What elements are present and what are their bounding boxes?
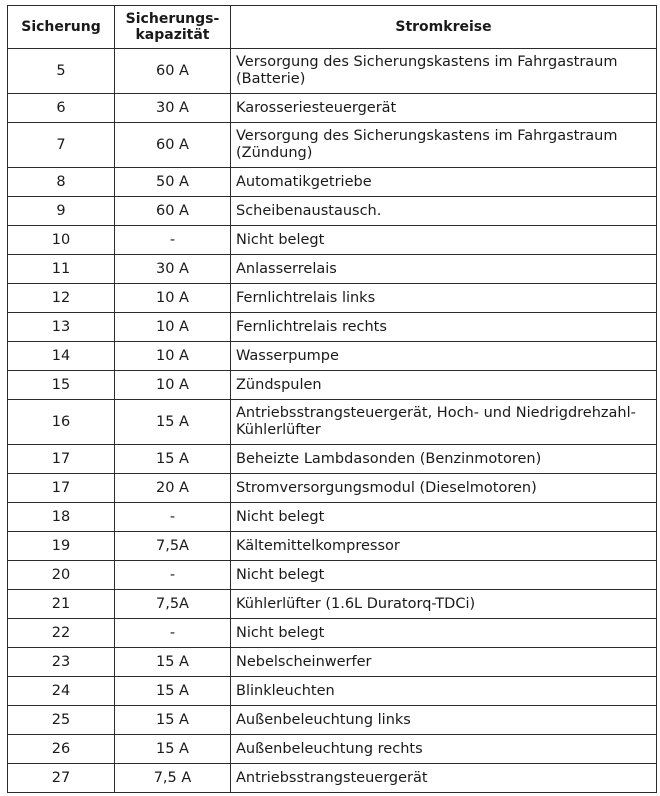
circuit-description-cell [231,648,657,677]
table-row [8,49,657,94]
circuit-description-cell [231,474,657,503]
fuse-capacity-cell: 30 A [115,255,231,284]
fuse-capacity-cell: - [115,561,231,590]
fuse-number-cell: 6 [8,94,115,123]
fuse-capacity-cell: 30 A [115,94,231,123]
circuit-description-line1: Nicht belegt [236,566,325,583]
fuse-capacity-cell: 15 A [115,677,231,706]
fuse-number-cell: 24 [8,677,115,706]
circuit-description-cell [231,123,657,168]
circuit-description-line1: Nicht belegt [236,624,325,641]
table-row [8,503,657,532]
circuit-description-line1: Fernlichtrelais links [236,289,376,306]
table-row [8,342,657,371]
table-row [8,561,657,590]
table-header-row [8,6,657,49]
fuse-number-cell: 11 [8,255,115,284]
circuit-description-line1: Zündspulen [236,376,322,393]
circuit-description-cell [231,619,657,648]
circuit-description-line1: Stromversorgungsmodul (Dieselmotoren) [236,479,537,496]
circuit-description-line1: Scheibenaustausch. [236,202,382,219]
circuit-description-line1: Anlasserrelais [236,260,337,277]
circuit-description-line1: Fernlichtrelais rechts [236,318,387,335]
table-row [8,619,657,648]
fuse-number-cell: 12 [8,284,115,313]
table-row [8,255,657,284]
fuse-number-cell: 16 [8,400,115,445]
fuse-capacity-cell: 10 A [115,371,231,400]
fuse-capacity-cell: 60 A [115,49,231,94]
fuse-capacity-cell: 10 A [115,342,231,371]
fuse-capacity-cell: 15 A [115,400,231,445]
circuit-description-cell [231,400,657,445]
circuit-description-line1: Karosseriesteuergerät [236,99,397,116]
circuit-description-line1: Nebelscheinwerfer [236,653,372,670]
fuse-number-cell: 25 [8,706,115,735]
circuit-description-cell [231,197,657,226]
circuit-description-cell [231,226,657,255]
table-row [8,284,657,313]
circuit-description-cell [231,735,657,764]
header-circuits: Stromkreise [231,6,657,49]
circuit-description-line1: Blinkleuchten [236,682,335,699]
circuit-description-line2: Kühlerlüfter [236,422,321,438]
fuse-capacity-cell: - [115,503,231,532]
circuit-description-line1: Versorgung des Sicherungskastens im Fahrgastraum [236,128,618,144]
fuse-capacity-cell: 10 A [115,284,231,313]
fuse-capacity-cell: 60 A [115,197,231,226]
table-row [8,764,657,793]
circuit-description-line1: Außenbeleuchtung rechts [236,740,423,757]
fuse-capacity-cell: 15 A [115,735,231,764]
fuse-capacity-cell: 50 A [115,168,231,197]
table-row [8,706,657,735]
fuse-number-cell: 13 [8,313,115,342]
circuit-description-line1: Antriebsstrangsteuergerät, Hoch- und Niedrigdrehzahl- [236,405,636,421]
circuit-description-line1: Wasserpumpe [236,347,339,364]
fuse-number-cell: 21 [8,590,115,619]
header-capacity-line2: kapazität [135,27,210,43]
fuse-number-cell: 10 [8,226,115,255]
circuit-description-cell [231,371,657,400]
fuse-table [7,5,657,793]
circuit-description-line2: (Batterie) [236,71,306,87]
fuse-capacity-cell: 15 A [115,648,231,677]
table-row [8,590,657,619]
table-row [8,445,657,474]
fuse-capacity-cell: - [115,619,231,648]
table-row [8,677,657,706]
fuse-capacity-cell: - [115,226,231,255]
fuse-number-cell: 27 [8,764,115,793]
circuit-description-cell [231,590,657,619]
fuse-number-cell: 19 [8,532,115,561]
fuse-number-cell: 20 [8,561,115,590]
circuit-description-line1: Antriebsstrangsteuergerät [236,769,428,786]
fuse-number-cell: 23 [8,648,115,677]
table-row [8,735,657,764]
circuit-description-line1: Beheizte Lambdasonden (Benzinmotoren) [236,450,542,467]
fuse-capacity-cell: 10 A [115,313,231,342]
circuit-description-cell [231,342,657,371]
table-row [8,371,657,400]
fuse-number-cell: 22 [8,619,115,648]
table-row [8,400,657,445]
circuit-description-cell [231,94,657,123]
circuit-description-cell [231,445,657,474]
circuit-description-cell [231,284,657,313]
circuit-description-cell [231,313,657,342]
circuit-description-line1: Nicht belegt [236,508,325,525]
table-row [8,123,657,168]
table-row [8,226,657,255]
fuse-capacity-cell: 7,5A [115,590,231,619]
table-row [8,197,657,226]
fuse-capacity-cell: 15 A [115,445,231,474]
circuit-description-cell [231,503,657,532]
circuit-description-line1: Nicht belegt [236,231,325,248]
circuit-description-cell [231,561,657,590]
fuse-capacity-cell: 60 A [115,123,231,168]
circuit-description-line1: Kühlerlüfter (1.6L Duratorq-TDCi) [236,595,476,612]
table-row [8,313,657,342]
table-body [8,49,657,793]
fuse-number-cell: 14 [8,342,115,371]
fuse-number-cell: 17 [8,474,115,503]
circuit-description-cell [231,255,657,284]
table-row [8,94,657,123]
circuit-description-line1: Automatikgetriebe [236,173,372,190]
table-row [8,474,657,503]
circuit-description-cell [231,764,657,793]
header-capacity [115,6,231,49]
fuse-number-cell: 8 [8,168,115,197]
fuse-capacity-cell: 15 A [115,706,231,735]
fuse-number-cell: 9 [8,197,115,226]
fuse-number-cell: 17 [8,445,115,474]
table-row [8,168,657,197]
circuit-description-cell [231,168,657,197]
fuse-capacity-cell: 7,5A [115,532,231,561]
table-row [8,532,657,561]
fuse-capacity-cell: 7,5 A [115,764,231,793]
circuit-description-cell [231,532,657,561]
fuse-number-cell: 5 [8,49,115,94]
circuit-description-cell [231,706,657,735]
header-capacity-line1: Sicherungs- [125,11,220,27]
fuse-number-cell: 18 [8,503,115,532]
header-fuse: Sicherung [8,6,115,49]
circuit-description-line2: (Zündung) [236,145,313,161]
fuse-capacity-cell: 20 A [115,474,231,503]
circuit-description-line1: Außenbeleuchtung links [236,711,411,728]
circuit-description-cell [231,677,657,706]
circuit-description-cell [231,49,657,94]
circuit-description-line1: Kältemittelkompressor [236,537,400,554]
fuse-number-cell: 7 [8,123,115,168]
fuse-number-cell: 15 [8,371,115,400]
table-row [8,648,657,677]
circuit-description-line1: Versorgung des Sicherungskastens im Fahrgastraum [236,54,618,70]
fuse-number-cell: 26 [8,735,115,764]
